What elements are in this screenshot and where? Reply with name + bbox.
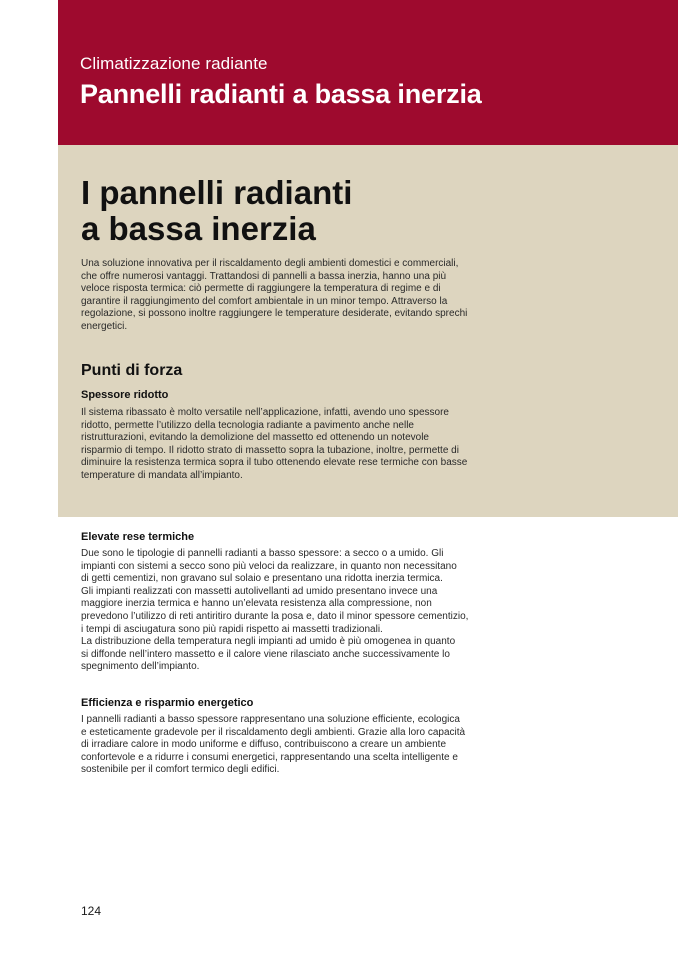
text-line: Il sistema ribassato è molto versatile nell’applicazione, infatti, avendo uno spessore <box>81 407 449 418</box>
text-line: maggiore inerzia termica e hanno un’elevata resistenza alla compressione, non <box>81 598 432 610</box>
subsection-title-rese: Elevate rese termiche <box>81 531 195 543</box>
text-line: regolazione, si possono inoltre raggiungere le temperature desiderate, evitando sprechi <box>81 308 468 320</box>
text-line: e esteticamente gradevole per il riscaldamento degli ambienti. Grazie alla loro capacità <box>81 726 466 738</box>
text-line: energetici. <box>81 320 128 332</box>
text-line: temperature di mandata all’impianto. <box>81 469 243 481</box>
subsection-title-spessore: Spessore ridotto <box>81 389 169 401</box>
text-line: veloce risposta termica: ciò permette di raggiungere la temperatura di regime e di <box>81 283 441 295</box>
header-title: Pannelli radianti a bassa inerzia <box>80 79 482 109</box>
text-line: sostenibile per il comfort termico degli edifici. <box>81 764 280 776</box>
paragraph-rese <box>81 548 481 674</box>
header-subtitle: Climatizzazione radiante <box>80 54 268 73</box>
text-line: si diffonde nell’intero massetto e il calore viene rilasciato anche successivamente lo <box>81 648 450 660</box>
paragraph-spessore <box>81 407 481 483</box>
text-line: diminuire la resistenza termica sopra il tubo ottenendo elevate rese termiche con basse <box>81 457 468 469</box>
section-title-strengths: Punti di forza <box>81 362 183 379</box>
text-line: ridotto, permette l’utilizzo della tecnologia radiante a pavimento anche nelle <box>81 419 414 431</box>
text-line: I pannelli radianti a basso spessore rappresentano una soluzione efficiente, ecologica <box>81 714 460 725</box>
text-line: prevedono l’utilizzo di reti antiritiro durante la posa e, dato il minor spessore cementizio, <box>81 610 469 622</box>
text-line: di getti cementizi, non gravano sul solaio e presentano una ridotta inerzia termica. <box>81 573 443 585</box>
text-line: Una soluzione innovativa per il riscaldamento degli ambienti domestici e commerciali, <box>81 258 459 269</box>
text-line: Due sono le tipologie di pannelli radianti a basso spessore: a secco o a umido. Gli <box>81 548 444 559</box>
text-line: confortevole e a ridurre i consumi energetici, rappresentando una scelta intelligente e <box>81 751 458 763</box>
text-line: impianti con sistemi a secco sono più veloci da realizzare, in quanto non necessitano <box>81 560 457 572</box>
text-line: Gli impianti realizzati con massetti autolivellanti ad umido presentano invece una <box>81 585 438 597</box>
text-line: i tempi di asciugatura sono più rapidi rispetto ai massetti tradizionali. <box>81 623 383 635</box>
paragraph-efficienza <box>81 714 481 777</box>
text-line: garantire il raggiungimento del comfort ambientale in un minor tempo. Attraverso la <box>81 295 448 307</box>
intro-paragraph <box>81 258 481 334</box>
text-line: spegnimento dell’impianto. <box>81 661 200 673</box>
text-line: risparmio di tempo. Il ridotto strato di massetto sopra la tubazione, inoltre, permette di <box>81 444 459 456</box>
header-band <box>58 0 678 145</box>
text-line: ristrutturazioni, evitando la demolizione del massetto ed ottenendo un notevole <box>81 432 429 444</box>
text-line: di irradiare calore in modo uniforme e diffuso, contribuiscono a creare un ambiente <box>81 739 447 751</box>
text-line: La distribuzione della temperatura negli impianti ad umido è più omogenea in quanto <box>81 636 456 648</box>
page-number: 124 <box>81 904 102 918</box>
subsection-title-efficienza: Efficienza e risparmio energetico <box>81 697 254 709</box>
page-title-line: a bassa inerzia <box>81 210 316 247</box>
page-title <box>81 175 352 247</box>
page-title-line: I pannelli radianti <box>81 174 353 211</box>
text-line: che offre numerosi vantaggi. Trattandosi di pannelli a bassa inerzia, hanno una più <box>81 270 447 282</box>
